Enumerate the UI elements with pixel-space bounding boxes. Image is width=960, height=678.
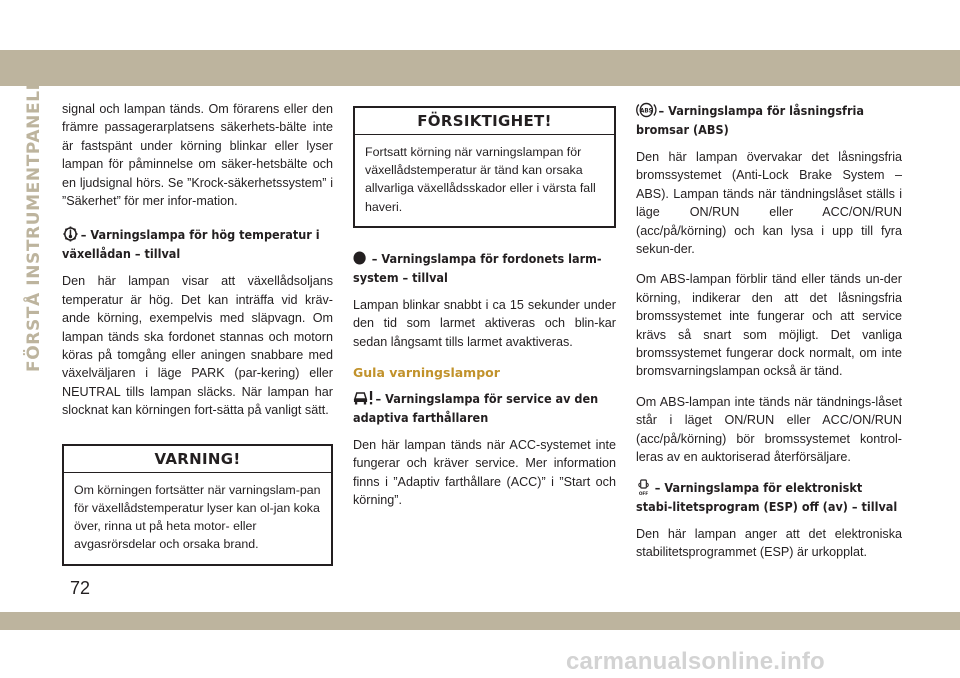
esp-off-icon — [636, 479, 655, 495]
heading-esp-off — [636, 479, 901, 517]
paragraph-seatbelt: signal och lampan tänds. Om förarens eller den främre passagerarplatsens säkerhets-bälte inte är fastspänt under körning blinkar eller lyser lampan för påminnelse om säker-hetsbälte och en ljudsignal hörs. Se ”Krock-säkerhetssystem” i ”Säkerhet” för mer infor-mation. — [62, 102, 333, 209]
paragraph-acc-service: Den här lampan tänds när ACC-systemet inte fungerar och kräver service. Mer information finns i ”Adaptiv farthållare (ACC)” i ”Start och körning”. — [353, 438, 616, 508]
paragraph-esp-off: Den här lampan anger att det elektroniska stabilitetsprogrammet (ESP) är urkopplat. — [636, 526, 902, 559]
column-3 — [636, 100, 902, 573]
heading-transmission-temperature — [62, 226, 332, 264]
paragraph-transmission-temperature: Den här lampan visar att växellådsoljans temperatur är hög. Det kan inträffa vid kräv-ande körning, exempelvis med släpvagn. Om lampan tänds ska fordonet stannas och motorn köras på tomgång eller aningen snabbare med växelväljaren i läge PARK (par-kering) eller NEUTRAL tills lampan släcks. När lampan har slocknat kan körningen fort-sätta på vanligt sätt. — [62, 274, 333, 418]
paragraph-abs-2: Om ABS-lampan förblir tänd eller tänds un-der körning, indikerar den att det låsningsfria bromssystemet inte fungerar och att service krävs så snart som möjligt. Det vanliga bromssystemet fungerar dock normalt, om inte bromsvarningslampan också är tänd. — [636, 272, 902, 379]
heading-acc-service — [353, 390, 615, 428]
page-number: 72 — [70, 578, 91, 598]
paragraph-abs-3: Om ABS-lampan inte tänds när tändnings-låset står i läget ON/RUN eller ACC/ON/RUN (acc/på/körning) bör bromssystemet kontrol-leras av en auktoriserad återförsäljare. — [636, 394, 902, 465]
column-1 — [62, 100, 333, 566]
heading-esp-off-text: – Varningslampa för elektroniskt stabi-litetsprogram (ESP) off (av) – tillval — [636, 480, 898, 514]
yellow-lamps-heading: Gula varningslampor — [353, 365, 500, 381]
abs-icon — [636, 102, 659, 118]
warning-title: VARNING! — [64, 446, 331, 473]
vehicle-security-icon — [353, 250, 372, 266]
svg-text:OFF: OFF — [638, 491, 649, 497]
svg-text:ABS: ABS — [639, 108, 653, 115]
heading-abs — [636, 102, 901, 140]
section-side-title: FÖRSTÅ INSTRUMENTPANELEN — [24, 63, 44, 372]
heading-vehicle-security — [353, 250, 615, 288]
paragraph-vehicle-security: Lampan blinkar snabbt i ca 15 sekunder under den tid som larmet aktiveras och blin-kar sedan långsamt tills larmet avaktiveras. — [353, 297, 616, 349]
transmission-temperature-icon — [62, 226, 81, 242]
caution-box — [353, 106, 616, 228]
heading-vehicle-security-text: – Varningslampa för fordonets larm-system – tillval — [353, 251, 602, 285]
top-band — [0, 50, 960, 86]
warning-text: Om körningen fortsätter när varningslam-pan för växellådstemperatur lyser kan ol-jan koka över, rinna ut på heta motor- eller avgasrörsdelar och orsaka brand. — [74, 482, 321, 552]
paragraph-abs-1: Den här lampan övervakar det låsningsfria bromssystemet (Anti-Lock Brake System – ABS). Lampan tänds när tändningslåset ställs i läge ON/RUN eller ACC/ON/RUN (acc/på/körning) och kan lysa i upp till fyra sekun-der. — [636, 150, 902, 257]
watermark-text: carmanualsonline.info — [566, 648, 825, 675]
bottom-band — [0, 612, 960, 630]
acc-service-icon — [353, 390, 376, 406]
caution-text: Fortsatt körning när varningslampan för växellådstemperatur är tänd kan orsaka allvarliga växellådsskador eller i värsta fall haveri. — [365, 145, 596, 214]
column-2 — [353, 100, 616, 522]
heading-acc-service-text: – Varningslampa för service av den adaptiva farthållaren — [353, 392, 599, 426]
caution-title: FÖRSIKTIGHET! — [355, 108, 614, 135]
heading-transmission-temperature-text: – Varningslampa för hög temperatur i växellådan – tillval — [62, 228, 320, 262]
warning-box — [62, 444, 333, 566]
heading-abs-text: – Varningslampa för låsningsfria bromsar (ABS) — [636, 104, 864, 137]
